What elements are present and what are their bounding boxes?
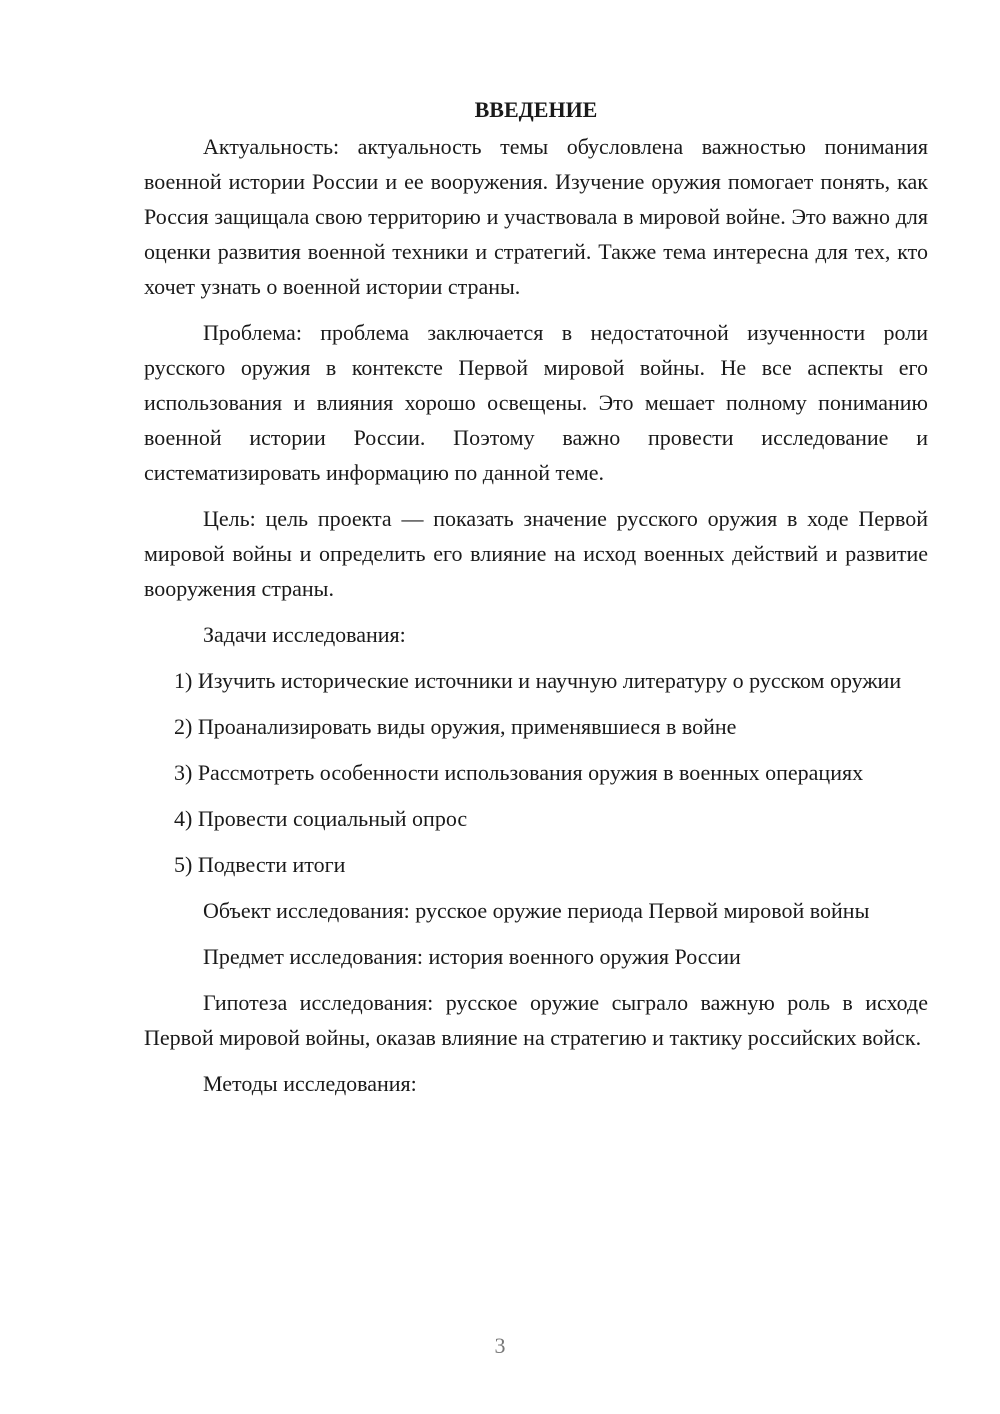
problem-paragraph: Проблема: проблема заключается в недостаточной изученности роли русского оружия в контексте Первой мировой войны. Не все аспекты его использования и влияния хорошо освещены. Это мешает полному пониманию военной истории России. Поэтому важно провести исследование и систематизировать информацию по данной теме. [144, 320, 928, 485]
page-number: 3 [494, 1333, 506, 1358]
subject-paragraph: Предмет исследования: история военного оружия России [203, 944, 741, 969]
section-title: ВВЕДЕНИЕ [474, 97, 598, 122]
list-item: 4) Провести социальный опрос [174, 806, 468, 831]
relevance-paragraph: Актуальность: актуальность темы обусловлена важностью понимания военной истории России и ее вооружения. Изучение оружия помогает понять, как Россия защищала свою территорию и участвовала в мировой войне. Это важно для оценки развития военной техники и стратегий. Также тема интересна для тех, кто хочет узнать о военной истории страны. [144, 134, 928, 299]
list-item: 2) Проанализировать виды оружия, применявшиеся в войне [174, 714, 737, 739]
document-page [144, 92, 928, 1112]
list-item: 5) Подвести итоги [174, 852, 346, 877]
list-item: 3) Рассмотреть особенности использования оружия в военных операциях [174, 760, 864, 785]
list-item: 1) Изучить исторические источники и научную литературу о русском оружии [174, 668, 902, 693]
goal-paragraph: Цель: цель проекта — показать значение русского оружия в ходе Первой мировой войны и определить его влияние на исход военных действий и развитие вооружения страны. [144, 506, 928, 601]
hypothesis-paragraph: Гипотеза исследования: русское оружие сыграло важную роль в исходе Первой мировой войны, оказав влияние на стратегию и тактику российских войск. [144, 990, 928, 1050]
methods-heading: Методы исследования: [203, 1071, 417, 1096]
object-paragraph: Объект исследования: русское оружие периода Первой мировой войны [203, 898, 870, 923]
tasks-heading: Задачи исследования: [203, 622, 406, 647]
